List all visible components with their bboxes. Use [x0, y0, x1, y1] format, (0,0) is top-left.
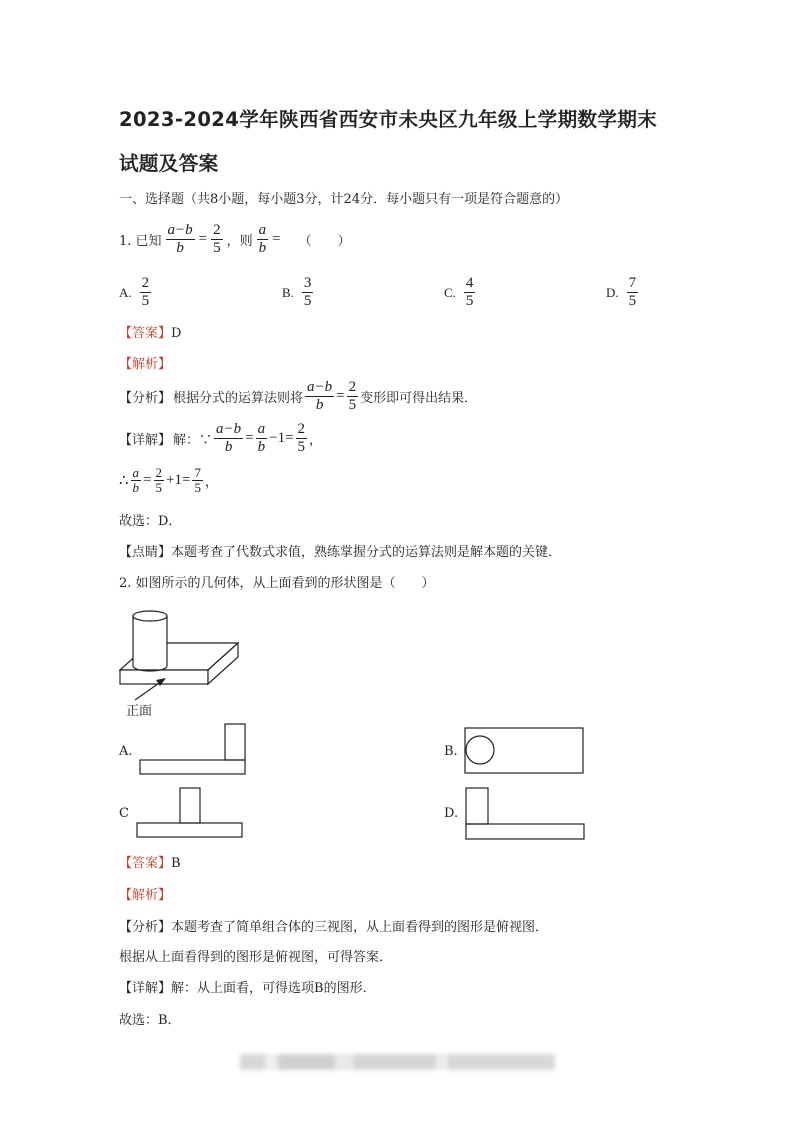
q1-option-d-label: D.	[606, 284, 619, 300]
q1-detail-minus: −1=	[269, 430, 294, 446]
q1-therefore: ∴	[119, 473, 129, 489]
page-title-line2: 试题及答案	[119, 152, 219, 175]
q1-ask-num: a	[258, 222, 267, 238]
q2-answer	[119, 852, 181, 871]
q1-ask-eq: =	[272, 231, 281, 247]
q1-answer-tag: 【答案】	[119, 326, 172, 341]
q1-option-c-den: 5	[465, 293, 474, 309]
q1-paren: （ ）	[298, 234, 351, 249]
q1-step2-ab-den: b	[132, 480, 140, 495]
q1-detail-text: 解：∵	[173, 433, 213, 448]
q1-detail-val-num: 2	[297, 421, 306, 437]
q2-detail-tag: 【详解】	[119, 981, 172, 996]
q1-option-a-den: 5	[141, 293, 150, 309]
q1-detail-eq: =	[245, 430, 254, 446]
q1-detail-ab-den: b	[257, 439, 266, 455]
q1-given-num: a−b	[167, 222, 193, 238]
q1-step2-val-num: 2	[155, 465, 163, 480]
q1-conclusion: 故选：D．	[119, 514, 182, 529]
q1-analysis-tag: 【解析】	[119, 357, 172, 372]
q1-option-b-den: 5	[303, 293, 312, 309]
q2-stem: 2. 如图所示的几何体，从上面看到的形状图是（ ）	[119, 576, 435, 591]
q1-then: ，则	[226, 234, 253, 249]
q1-detail-frac-num: a−b	[216, 421, 242, 437]
q1-answer-value: D	[171, 326, 182, 341]
q1-option-a-num: 2	[141, 275, 150, 291]
q1-fenxi-val-num: 2	[348, 379, 357, 395]
q2-answer-tag: 【答案】	[119, 856, 172, 871]
q1-fenxi-frac-num: a−b	[307, 379, 333, 395]
q1-fenxi-text-b: 变形即可得出结果．	[360, 391, 478, 406]
q1-detail-frac-den: b	[224, 439, 233, 455]
q1-detail-tag: 【详解】	[119, 433, 172, 448]
q1-step2-ab-num: a	[132, 465, 140, 480]
q1-step2-plus: +1=	[166, 472, 191, 488]
q2-detail	[119, 977, 376, 996]
q2-fenxi	[119, 916, 548, 935]
page-title: 2023-2024学年陕西省西安市未央区九年级上学期数学期末	[119, 108, 658, 131]
q1-step2-eq: =	[143, 472, 152, 488]
q2-fenxi-text: 本题考查了简单组合体的三视图，从上面看得到的图形是俯视图．	[171, 920, 549, 935]
q2-analysis-tag: 【解析】	[119, 888, 172, 903]
q1-dianjing-tag: 【点睛】	[119, 545, 172, 560]
q2-option-d-label: D.	[444, 806, 459, 821]
q1-step2-comma: ，	[204, 475, 218, 490]
q1-step2-val-den: 5	[155, 480, 163, 495]
blurred-footer	[240, 1054, 555, 1070]
q1-detail-val-den: 5	[297, 439, 306, 455]
q1-option-a-label: A.	[119, 284, 132, 300]
q2-detail-text: 解：从上面看，可得选项B的图形．	[171, 981, 376, 996]
q1-dianjing-text: 本题考查了代数式求值，熟练掌握分式的运算法则是解本题的关键．	[171, 545, 562, 560]
q2-front-label: 正面	[126, 704, 153, 719]
q2-answer-value: B	[171, 856, 181, 871]
q1-fenxi-eq: =	[336, 388, 345, 404]
q1-detail-ab-num: a	[257, 421, 266, 437]
q2-option-b-label: B.	[444, 744, 458, 759]
q1-option-c-num: 4	[465, 275, 474, 291]
q2-conclusion: 故选：B．	[119, 1013, 181, 1028]
q1-option-b-num: 3	[303, 275, 312, 291]
q1-step2-result-den: 5	[194, 480, 201, 495]
q1-option-d-num: 7	[628, 275, 637, 291]
q2-line2: 根据从上面看得到的图形是俯视图，可得答案．	[119, 950, 393, 965]
q1-fenxi-tag: 【分析】	[119, 391, 172, 406]
q1-given-den: b	[176, 240, 184, 256]
q1-option-b-label: B.	[282, 284, 294, 300]
q2-fenxi-tag: 【分析】	[119, 920, 172, 935]
q1-fenxi-frac-den: b	[315, 397, 324, 413]
q2-option-a-label: A.	[119, 744, 133, 759]
section-heading: 一、选择题（共8小题，每小题3分，计24分．每小题只有一项是符合题意的）	[119, 192, 569, 207]
q1-val-den: 5	[213, 240, 221, 256]
q1-option-c-label: C.	[444, 284, 456, 300]
q1-option-d-den: 5	[628, 293, 637, 309]
q1-ask-den: b	[258, 240, 267, 256]
q1-step2-result-num: 7	[194, 465, 201, 480]
q1-eq: =	[198, 231, 208, 247]
q1-val-num: 2	[213, 222, 221, 238]
q1-fenxi-text-a: 根据分式的运算法则将	[173, 391, 304, 406]
q1-fenxi-val-den: 5	[348, 397, 357, 413]
q1-detail-comma: ，	[309, 433, 323, 448]
q1-prefix: 1. 已知	[119, 234, 162, 249]
q2-option-c-label: C	[119, 806, 129, 821]
